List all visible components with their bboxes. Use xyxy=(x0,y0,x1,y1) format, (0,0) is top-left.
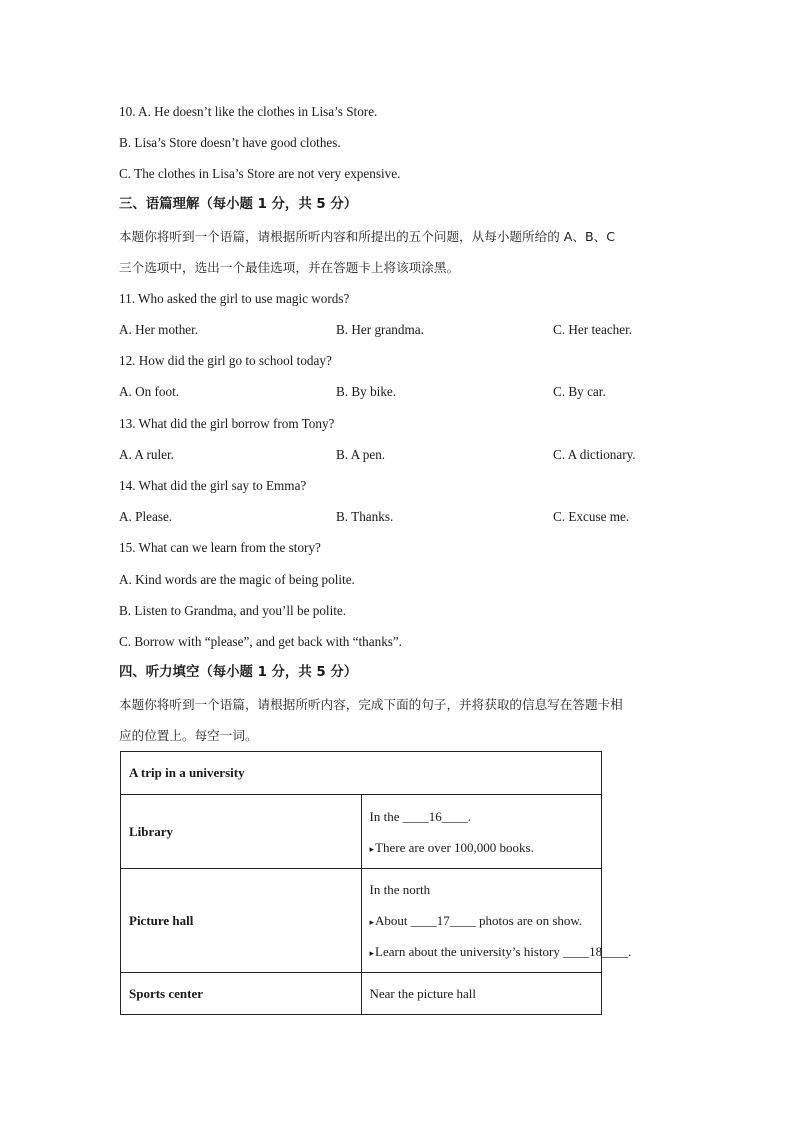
library-location-line xyxy=(370,801,594,832)
q10-option-c: C. The clothes in Lisa’s Store are not very expensive. xyxy=(119,166,401,181)
library-books-line xyxy=(370,832,594,863)
picture-hall-location-line: In the north xyxy=(369,882,431,897)
history-text: Learn about the university’s history xyxy=(375,944,564,959)
bullet-icon: ▸ xyxy=(369,843,375,854)
table-row-picture-hall xyxy=(121,869,602,973)
sports-center-label: Sports center xyxy=(121,973,362,1015)
sports-center-info: Near the picture hall xyxy=(361,973,602,1015)
photos-text: About xyxy=(375,913,411,928)
q14-option-c: C. Excuse me. xyxy=(553,509,630,524)
q15-question: 15. What can we learn from the story? xyxy=(119,540,321,555)
bullet-icon: ▸ xyxy=(369,917,375,927)
q13-option-a: A. A ruler. xyxy=(119,447,174,462)
blank-16: ____16____ xyxy=(402,808,468,824)
q12-option-a: A. On foot. xyxy=(119,384,180,399)
library-label: Library xyxy=(121,795,362,869)
table-row-sports-center xyxy=(121,973,602,1015)
q11-question: 11. Who asked the girl to use magic words? xyxy=(119,291,350,306)
q11-option-a: A. Her mother. xyxy=(119,322,199,337)
q14-option-a: A. Please. xyxy=(119,509,173,524)
blank-17: ____17____ xyxy=(410,913,476,928)
section4-heading: 四、听力填空（每小题 1 分，共 5 分） xyxy=(119,665,358,680)
library-location-end: . xyxy=(467,808,471,824)
q14-question: 14. What did the girl say to Emma? xyxy=(119,478,307,493)
picture-hall-photos-line xyxy=(370,905,594,936)
photos-text-end: photos are on show. xyxy=(475,913,583,928)
q11-option-b: B. Her grandma. xyxy=(336,322,424,337)
q10-option-b: B. Lisa’s Store doesn’t have good clothes. xyxy=(119,135,341,150)
table-title-row xyxy=(121,752,602,795)
library-books-text: There are over 100,000 books. xyxy=(375,839,534,855)
section4-instruction-line2: 应的位置上。每空一词。 xyxy=(119,728,258,743)
library-info xyxy=(361,795,602,869)
q15-option-a: A. Kind words are the magic of being polite. xyxy=(119,572,355,587)
picture-hall-info xyxy=(361,869,632,973)
history-text-end: . xyxy=(628,944,632,959)
picture-hall-label: Picture hall xyxy=(121,869,362,973)
table-row-library xyxy=(121,795,602,869)
blank-18: ____18____ xyxy=(563,944,629,959)
q15-option-b: B. Listen to Grandma, and you’ll be polite. xyxy=(119,603,347,618)
library-location-text: In the xyxy=(369,808,403,824)
bullet-icon: ▸ xyxy=(369,948,375,958)
table-title: A trip in a university xyxy=(121,752,602,795)
section4-instruction-line1: 本题你将听到一个语篇，请根据所听内容，完成下面的句子，并将获取的信息写在答题卡相 xyxy=(119,697,623,712)
q10-option-a: 10. A. He doesn’t like the clothes in Lisa’s Store. xyxy=(119,104,378,119)
section3-heading: 三、语篇理解（每小题 1 分，共 5 分） xyxy=(119,197,358,212)
q11-option-c: C. Her teacher. xyxy=(553,322,633,337)
q15-option-c: C. Borrow with “please”, and get back with “thanks”. xyxy=(119,634,403,649)
q13-option-c: C. A dictionary. xyxy=(553,447,636,462)
section3-instruction-line1: 本题你将听到一个语篇，请根据所听内容和所提出的五个问题，从每小题所给的 A、B、C xyxy=(119,229,616,244)
q12-option-b: B. By bike. xyxy=(336,384,397,399)
picture-hall-history-line xyxy=(369,936,632,967)
q13-question: 13. What did the girl borrow from Tony? xyxy=(119,416,335,431)
section3-instruction-line2: 三个选项中，选出一个最佳选项，并在答题卡上将该项涂黑。 xyxy=(119,260,460,275)
q12-question: 12. How did the girl go to school today? xyxy=(119,353,332,368)
listening-fill-table xyxy=(120,751,632,1015)
q14-option-b: B. Thanks. xyxy=(336,509,394,524)
q12-option-c: C. By car. xyxy=(553,384,606,399)
q13-option-b: B. A pen. xyxy=(336,447,386,462)
